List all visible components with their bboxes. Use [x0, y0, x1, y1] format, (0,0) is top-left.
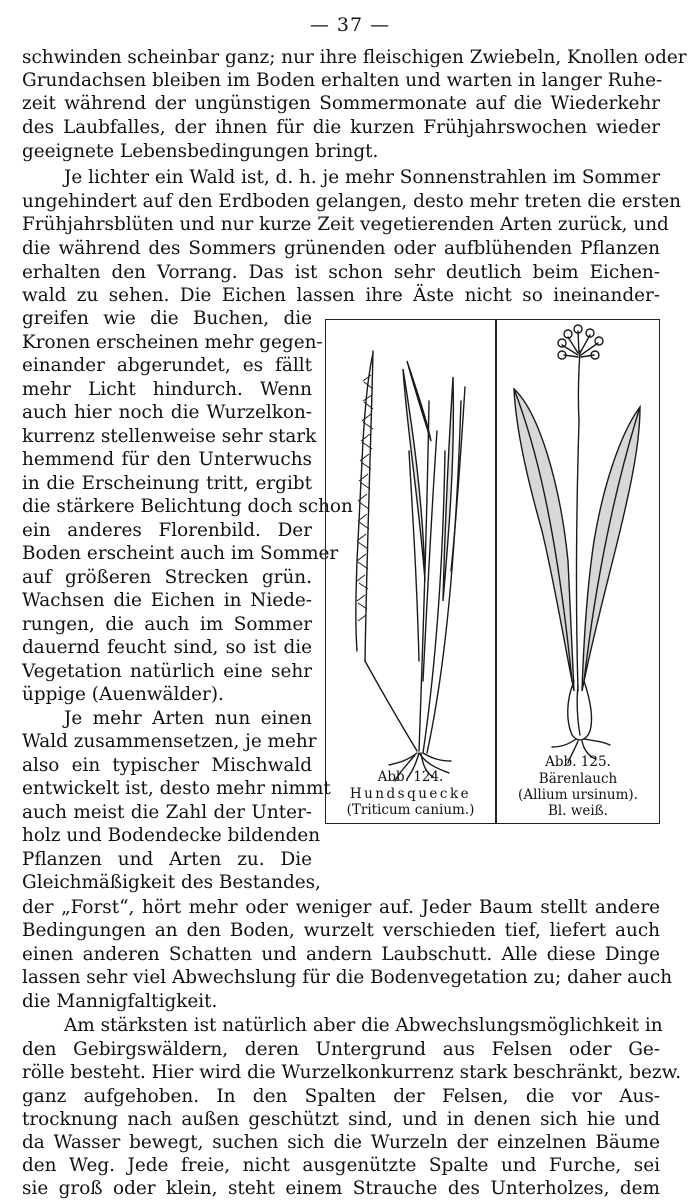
text-line: schwinden scheinbar ganz; nur ihre fleischigen Zwiebeln, Knollen oder — [22, 47, 687, 68]
text-line: Am stärksten ist natürlich aber die Abwechslungsmöglichkeit in — [64, 1015, 663, 1036]
text-line: die während des Sommers grünenden oder aufblühenden Pflanzen — [22, 238, 660, 259]
text-line: dauernd feucht sind, so ist die — [22, 637, 312, 658]
figure-124-name: Hundsquecke — [349, 786, 472, 802]
text-line: auch hier noch die Wurzelkon- — [22, 402, 312, 423]
text-line: einen anderen Schatten und andern Laubschutt. Alle diese Dinge — [22, 944, 660, 965]
text-line: geeignete Lebensbedingungen bringt. — [22, 141, 379, 162]
figure-124-number: Abb. 124. — [377, 769, 444, 785]
figure-125 — [498, 321, 658, 821]
text-line: einander abgerundet, es fällt — [22, 355, 312, 376]
text-line: erhalten den Vorrang. Das ist schon sehr deutlich beim Eichen- — [22, 262, 660, 283]
figure-125-note: Bl. weiß. — [548, 803, 608, 819]
text-line: wald zu sehen. Die Eichen lassen ihre Äste nicht so ineinander- — [22, 285, 660, 306]
figure-125-name: Bärenlauch — [538, 771, 618, 787]
text-line: in die Erscheinung tritt, ergibt — [22, 473, 312, 494]
text-line: auf größeren Strecken grün. — [22, 567, 312, 588]
text-line: üppige (Auenwälder). — [22, 684, 224, 705]
text-line: Je mehr Arten nun einen — [64, 708, 312, 729]
text-line: Bedingungen an den Boden, wurzelt verschieden tief, liefert auch — [22, 920, 660, 941]
text-line: Wald zusammensetzen, je mehr — [22, 731, 317, 752]
text-line: Boden erscheint auch im Sommer — [22, 543, 339, 564]
text-line: die stärkere Belichtung doch schon — [22, 496, 353, 517]
text-line: lassen sehr viel Abwechslung für die Bodenvegetation zu; daher auch — [22, 967, 673, 988]
text-line: Gleichmäßigkeit des Bestandes, — [22, 872, 321, 893]
text-line: also ein typischer Mischwald — [22, 755, 312, 776]
figure-125-latin: (Allium ursinum). — [518, 787, 638, 803]
text-line: den Gebirgswäldern, deren Untergrund aus Felsen oder Ge- — [22, 1039, 660, 1060]
text-line: Vegetation natürlich eine sehr — [22, 661, 312, 682]
text-line: Wachsen die Eichen in Niede- — [22, 590, 312, 611]
text-line: ungehindert auf den Erdboden gelangen, desto mehr treten die ersten — [22, 191, 681, 212]
text-line: mehr Licht hindurch. Wenn — [22, 379, 312, 400]
text-line: des Laubfalles, der ihnen für die kurzen Frühjahrswochen wieder — [22, 117, 660, 138]
couch-grass-illustration-icon — [327, 321, 494, 821]
text-line: die Mannigfaltigkeit. — [22, 991, 218, 1012]
text-line: greifen wie die Buchen, die — [22, 308, 312, 329]
text-line: Frühjahrsblüten und nur kurze Zeit vegetierenden Arten zurück, und — [22, 214, 669, 235]
text-line: Grundachsen bleiben im Boden erhalten und warten in langer Ruhe- — [22, 70, 663, 91]
text-line: holz und Bodendecke bildenden — [22, 825, 321, 846]
text-line: kurrenz stellenweise sehr stark — [22, 426, 317, 447]
wild-garlic-illustration-icon — [498, 321, 658, 821]
text-line: trocknung nach außen geschützt sind, und in denen sich hie und — [22, 1109, 660, 1130]
figure-124-latin: (Triticum canium.) — [346, 802, 475, 818]
text-line: rölle besteht. Hier wird die Wurzelkonkurrenz stark beschränkt, bezw. — [22, 1062, 682, 1083]
text-line: Pflanzen und Arten zu. Die — [22, 849, 312, 870]
text-line: sie groß oder klein, steht einem Strauche des Unterholzes, dem — [22, 1178, 660, 1199]
text-line: hemmend für den Unterwuchs — [22, 449, 312, 470]
text-line: zeit während der ungünstigen Sommermonate auf die Wiederkehr — [22, 93, 660, 114]
text-line: auch meist die Zahl der Unter- — [22, 802, 312, 823]
text-line: Kronen erscheinen mehr gegen- — [22, 332, 323, 353]
figure-divider — [495, 319, 497, 824]
text-line: entwickelt ist, desto mehr nimmt — [22, 778, 331, 799]
figure-125-number: Abb. 125. — [545, 754, 611, 770]
text-line: den Weg. Jede freie, nicht ausgenützte Spalte und Furche, sei — [22, 1155, 660, 1176]
figure-124 — [327, 321, 494, 821]
text-line: ein anderes Florenbild. Der — [22, 520, 312, 541]
text-line: da Wasser bewegt, suchen sich die Wurzeln der einzelnen Bäume — [22, 1132, 660, 1153]
page-number: — 37 — — [309, 14, 391, 36]
text-line: ganz aufgehoben. In den Spalten der Felsen, die vor Aus- — [22, 1086, 660, 1107]
text-line: rungen, die auch im Sommer — [22, 614, 312, 635]
text-line: Je lichter ein Wald ist, d. h. je mehr Sonnenstrahlen im Sommer — [64, 167, 661, 188]
text-line: der „Forst“, hört mehr oder weniger auf. Jeder Baum stellt andere — [22, 897, 660, 918]
